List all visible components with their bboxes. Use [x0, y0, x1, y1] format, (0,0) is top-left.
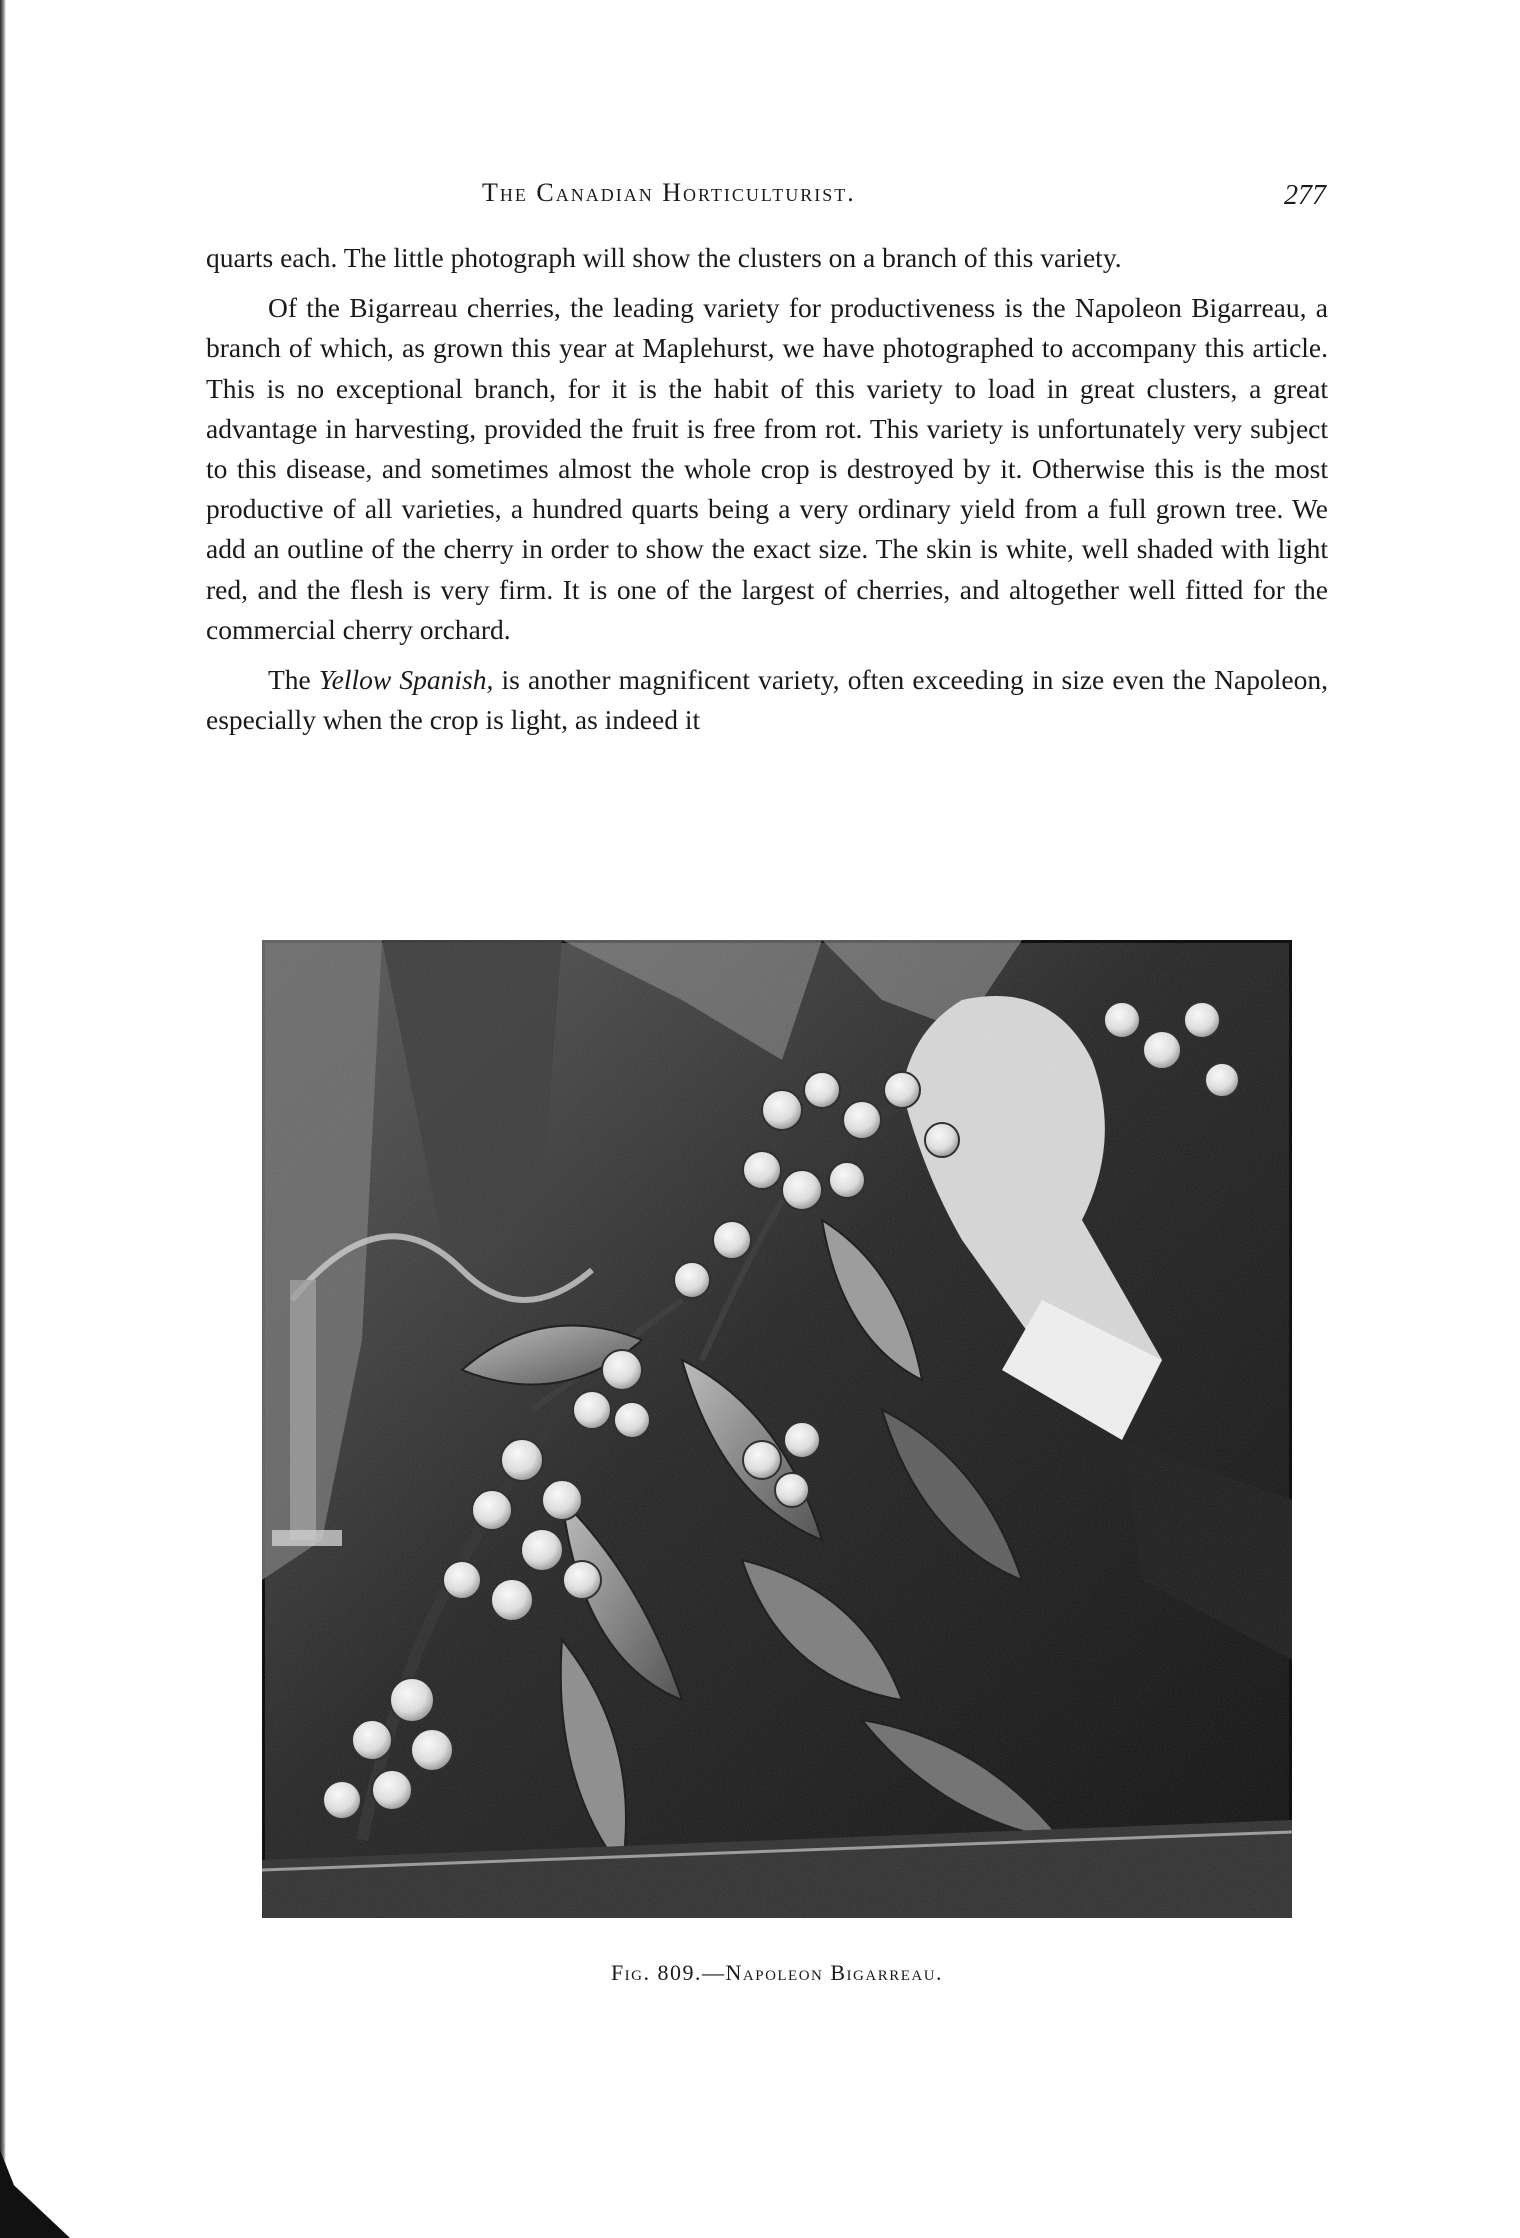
paragraph-2: Of the Bigarreau cherries, the leading variety for productiveness is the Napoleon Bigarreau, a branch of which, as grown this year at Maplehurst, we have photographed to accompany this article. This is no exceptional branch, for it is the habit of this variety to load in great clusters, a great advantage in harvesting, provided the fruit is free from rot. This variety is unfortunately very subject to this disease, and sometimes almost the whole crop is destroyed by it. Otherwise this is the most productive of all varieties, a hundred quarts being a very ordinary yield from a full grown tree. We add an outline of the cherry in order to show the exact size. The skin is white, well shaded with light red, and the flesh is very firm. It is one of the largest of cherries, and altogether well fitted for the commercial cherry orchard.	[206, 292, 1328, 645]
paragraph-3	[206, 660, 1328, 740]
figure-caption: Fig. 809.—Napoleon Bigarreau.	[610, 1960, 944, 1985]
photo-grain	[262, 940, 1292, 1918]
page-binding-edge	[0, 0, 6, 2238]
page-number: 277	[1284, 180, 1326, 211]
figure-photo	[262, 940, 1292, 1918]
paragraph-1: quarts each. The little photograph will show the clusters on a branch of this variety.	[206, 242, 1122, 273]
paragraph-3-rest: is another magnificent variety, often exceeding in size even the Napoleon, especially when the crop is light, as indeed it	[206, 664, 1328, 736]
paragraph-3-lead: The	[268, 664, 319, 696]
article-body	[206, 238, 1328, 740]
variety-name-emphasis: Yellow Spanish,	[318, 664, 494, 696]
running-title: The Canadian Horticulturist.	[482, 178, 856, 207]
running-head	[206, 178, 1326, 218]
page-corner-shadow	[0, 2150, 70, 2238]
cherry-branch-photo	[262, 940, 1292, 1918]
